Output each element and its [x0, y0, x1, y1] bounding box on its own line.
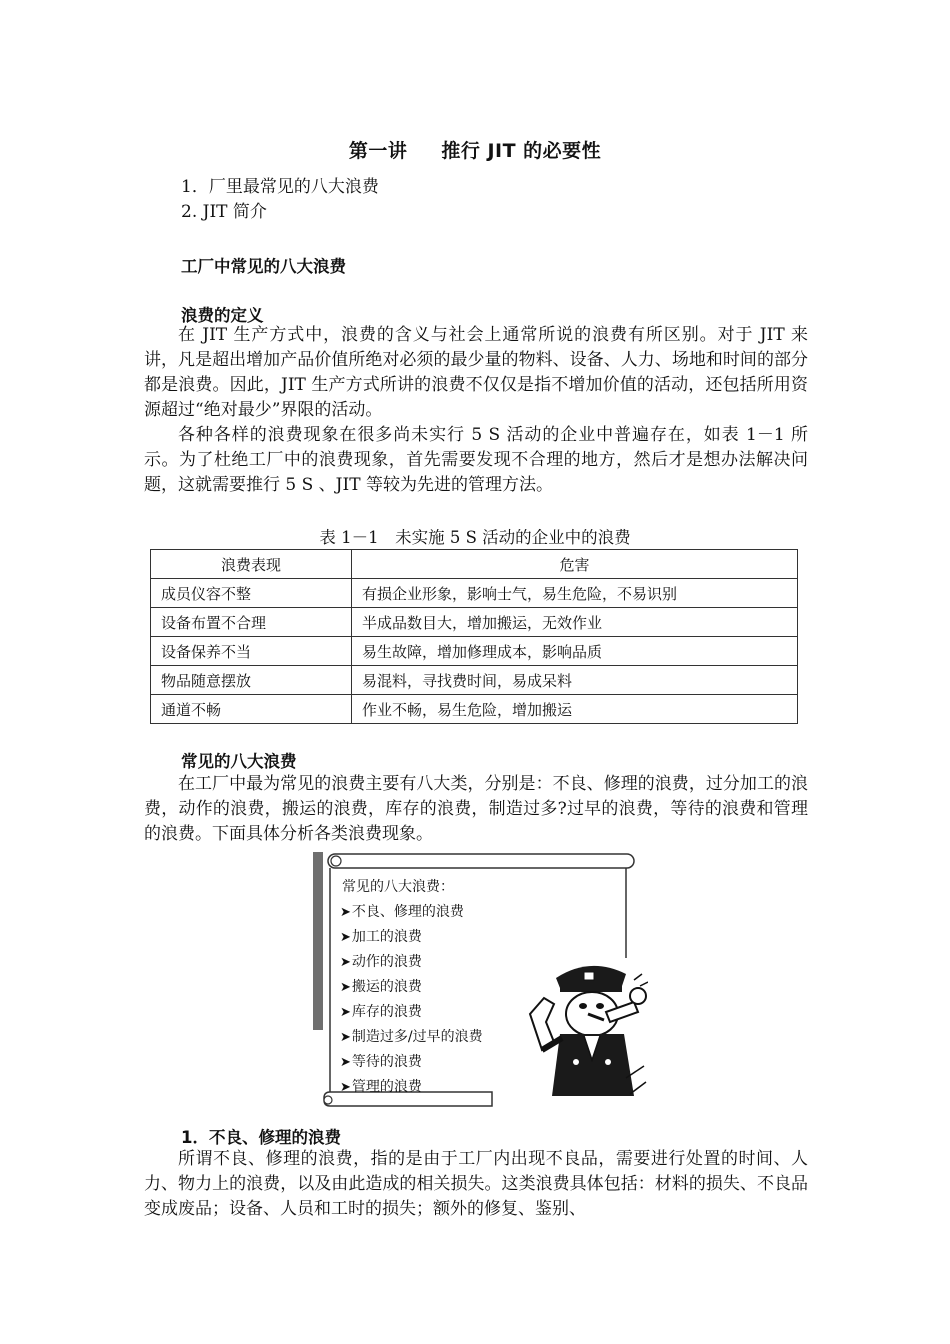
arrow-bullet-icon: ➤ [340, 905, 351, 920]
table-row [151, 608, 798, 637]
toc-item-2: 2. JIT 简介 [181, 202, 267, 222]
scroll-item: ➤不良、修理的浪费 [340, 904, 464, 920]
table-row [151, 637, 798, 666]
table-cell: 半成品数目大，增加搬运，无效作业 [352, 608, 798, 637]
scroll-item: ➤制造过多/过早的浪费 [340, 1029, 483, 1045]
arrow-bullet-icon: ➤ [340, 1055, 351, 1070]
scroll-item: ➤动作的浪费 [340, 954, 422, 970]
definition-paragraph-1: 在 JIT 生产方式中，浪费的含义与社会上通常所说的浪费有所区别。对于 JIT 来讲，凡是超出增加产品价值所绝对必须的最少量的物料、设备、人力、场地和时间的部分都是浪费。因此，JIT 生产方式所讲的浪费不仅仅是指不增加价值的活动，还包括所用资源超过“绝对最少”界限的活动。 [144, 325, 808, 420]
scroll-item: ➤库存的浪费 [340, 1004, 422, 1020]
table-cell: 有损企业形象，影响士气，易生危险，不易识别 [352, 579, 798, 608]
arrow-bullet-icon: ➤ [340, 1080, 351, 1095]
section-heading: 工厂中常见的八大浪费 [181, 257, 346, 276]
definition-heading: 浪费的定义 [181, 306, 264, 325]
subsection-1-body [144, 1147, 808, 1222]
eight-wastes-heading: 常见的八大浪费 [181, 752, 297, 771]
table-row [151, 579, 798, 608]
subsection-1-paragraph: 所谓不良、修理的浪费，指的是由于工厂内出现不良品，需要进行处置的时间、人力、物力上的浪费，以及由此造成的相关损失。这类浪费具体包括：材料的损失、不良品变成废品；设备、人员和工时的损失；额外的修复、鉴别、 [144, 1149, 808, 1219]
table-cell: 作业不畅，易生危险，增加搬运 [352, 695, 798, 724]
arrow-bullet-icon: ➤ [340, 1030, 351, 1045]
eight-wastes-paragraph: 在工厂中最为常见的浪费主要有八大类，分别是：不良、修理的浪费，过分加工的浪费，动作的浪费，搬运的浪费，库存的浪费，制造过多?过早的浪费，等待的浪费和管理的浪费。下面具体分析各类浪费现象。 [144, 774, 808, 844]
subsection-heading-1: 1．不良、修理的浪费 [181, 1128, 341, 1147]
scroll-title: 常见的八大浪费： [342, 879, 454, 895]
scroll-shadow [313, 852, 323, 1030]
table-row [151, 695, 798, 724]
table-caption: 表 1－1 未实施 5 S 活动的企业中的浪费 [319, 528, 631, 547]
table-cell: 设备保养不当 [151, 637, 352, 666]
table-header-row [151, 550, 798, 579]
lecture-title [0, 136, 950, 163]
table-header-cell: 浪费表现 [151, 550, 352, 579]
definition-body [144, 323, 808, 498]
waste-table [150, 549, 798, 724]
scroll-item: ➤加工的浪费 [340, 929, 422, 945]
table-cell: 物品随意摆放 [151, 666, 352, 695]
title-topic: 推行 JIT 的必要性 [441, 140, 602, 162]
arrow-bullet-icon: ➤ [340, 930, 351, 945]
arrow-bullet-icon: ➤ [340, 980, 351, 995]
policeman-icon [530, 966, 648, 1096]
table-cell: 易混料，寻找费时间，易成呆料 [352, 666, 798, 695]
table-cell: 设备布置不合理 [151, 608, 352, 637]
arrow-bullet-icon: ➤ [340, 955, 351, 970]
table-cell: 易生故障，增加修理成本，影响品质 [352, 637, 798, 666]
arrow-bullet-icon: ➤ [340, 1005, 351, 1020]
definition-paragraph-2: 各种各样的浪费现象在很多尚未实行 5 S 活动的企业中普遍存在，如表 1－1 所示。为了杜绝工厂中的浪费现象，首先需要发现不合理的地方，然后才是想办法解决问题，这就需要推行 5 S 、JIT 等较为先进的管理方法。 [144, 425, 808, 495]
toc-item-1: 1．厂里最常见的八大浪费 [181, 177, 379, 197]
table-header-cell: 危害 [352, 550, 798, 579]
scroll-item: ➤等待的浪费 [340, 1054, 422, 1070]
eight-wastes-body [144, 772, 808, 847]
table-cell: 通道不畅 [151, 695, 352, 724]
title-lecture-number: 第一讲 [348, 140, 408, 162]
scroll-item: ➤搬运的浪费 [340, 979, 422, 995]
scroll-top-roll [328, 854, 634, 868]
table-cell: 成员仪容不整 [151, 579, 352, 608]
table-row [151, 666, 798, 695]
scroll-item: ➤管理的浪费 [340, 1079, 422, 1095]
